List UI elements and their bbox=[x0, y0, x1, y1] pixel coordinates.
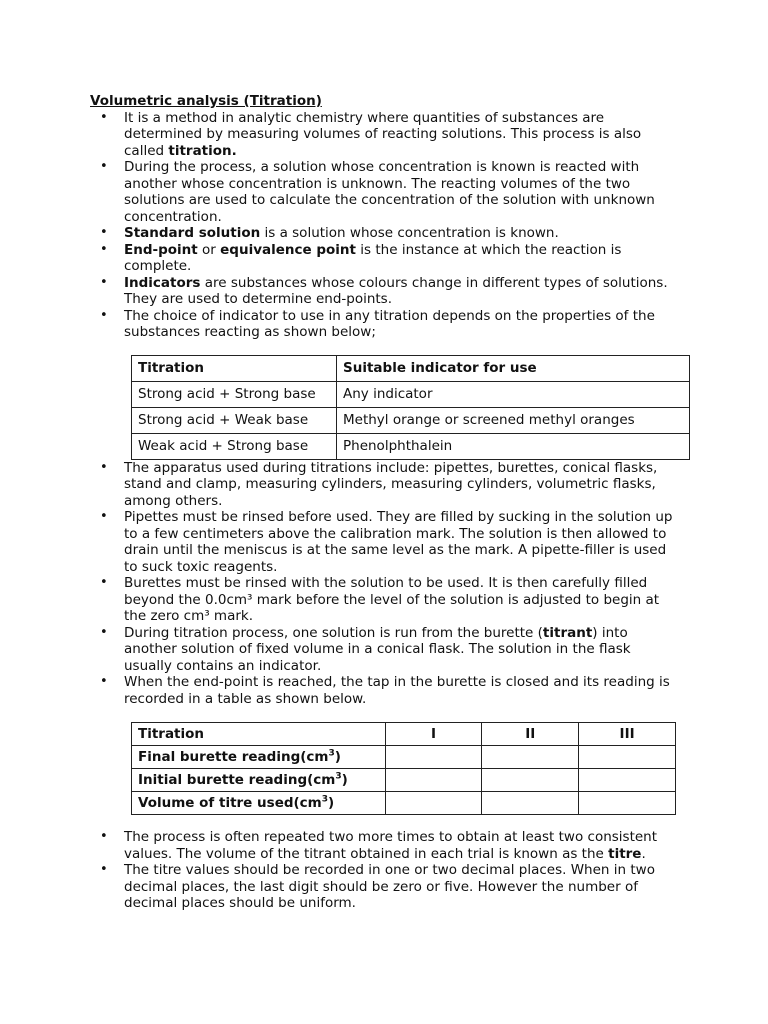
table-cell: Weak acid + Strong base bbox=[132, 433, 337, 459]
table-header: III bbox=[579, 723, 676, 746]
table-cell-empty bbox=[385, 769, 482, 792]
table-cell-empty bbox=[482, 769, 579, 792]
list-item: • The titre values should be recorded in one or two decimal places. When in two decimal places, the last digit should be zero or five. However the number of decimal places should be uniform. bbox=[100, 862, 655, 911]
table-header: I bbox=[385, 723, 482, 746]
row-label: Volume of titre $used(cm^3)$ bbox=[132, 792, 386, 815]
table-header-row bbox=[132, 723, 676, 746]
table-cell: Methyl orange or screened methyl oranges bbox=[337, 407, 690, 433]
table-cell-empty bbox=[579, 792, 676, 815]
list-item: • During titration process, one solution is run from the burette (titrant) into another solution of fixed volume in a conical flask. The solution in the flask usually contains an indicator. bbox=[100, 624, 631, 674]
table-cell: Strong acid + Strong base bbox=[132, 381, 337, 407]
table-cell-empty bbox=[482, 746, 579, 769]
list-item: • End-point or equivalence point is the instance at which the reaction is complete. bbox=[100, 241, 622, 274]
table-row bbox=[132, 746, 676, 769]
page-title: Volumetric analysis (Titration) bbox=[90, 93, 322, 109]
table-row bbox=[132, 792, 676, 815]
list-item: • The choice of indicator to use in any titration depends on the properties of the substances reacting as shown below; bbox=[100, 307, 655, 340]
list-item: • The process is often repeated two more times to obtain at least two consistent values. The volume of the titrant obtained in each trial is known as the titre. bbox=[100, 829, 658, 862]
titration-results-table bbox=[131, 722, 676, 815]
table-row bbox=[132, 381, 690, 407]
list-item: • Indicators are substances whose colours change in different types of solutions. They are used to determine end-points. bbox=[100, 274, 668, 307]
document-page bbox=[90, 93, 680, 912]
list-item: • During the process, a solution whose concentration is known is reacted with another whose concentration is unknown. The reacting volumes of the two solutions are used to calculate the concentration of the solution with unknown concentration. bbox=[100, 159, 655, 225]
table-cell-empty bbox=[482, 792, 579, 815]
table-header: II bbox=[482, 723, 579, 746]
row-label: Initial burette $reading(cm^3)$ bbox=[132, 769, 386, 792]
row-label: Final burette $reading(cm^3)$ bbox=[132, 746, 386, 769]
indicator-table bbox=[131, 355, 690, 460]
list-item: • Burettes must be rinsed with the solution to be used. It is then carefully filled beyond the 0.0cm³ mark before the level of the solution is adjusted to begin at the zero cm³ mark. bbox=[100, 575, 660, 624]
table-row bbox=[132, 769, 676, 792]
table-cell: Phenolphthalein bbox=[337, 433, 690, 459]
bullet-list-apparatus bbox=[90, 460, 680, 708]
table-row bbox=[132, 407, 690, 433]
table-cell-empty bbox=[385, 746, 482, 769]
table-row bbox=[132, 433, 690, 459]
list-item: • Pipettes must be rinsed before used. They are filled by sucking in the solution up to a few centimeters above the calibration mark. The solution is then allowed to drain until the meniscus is at the same level as the mark. A pipette-filler is used to suck toxic reagents. bbox=[100, 509, 673, 575]
list-item: • It is a method in analytic chemistry where quantities of substances are determined by measuring volumes of reacting solutions. This process is also called titration. bbox=[100, 109, 642, 159]
bullet-list-intro bbox=[90, 110, 680, 341]
list-item: • When the end-point is reached, the tap in the burette is closed and its reading is recorded in a table as shown below. bbox=[100, 674, 670, 707]
table-cell: Any indicator bbox=[337, 381, 690, 407]
table-header: Titration bbox=[132, 723, 386, 746]
list-item: • The apparatus used during titrations include: pipettes, burettes, conical flasks, stand and clamp, measuring cylinders, measuring cylinders, volumetric flasks, among others. bbox=[100, 459, 658, 509]
table-cell-empty bbox=[579, 746, 676, 769]
list-item: • Standard solution is a solution whose concentration is known. bbox=[100, 225, 559, 241]
table-header-row bbox=[132, 355, 690, 381]
bullet-list-titre bbox=[90, 829, 680, 912]
table-header: Suitable indicator for use bbox=[337, 355, 690, 381]
table-cell-empty bbox=[385, 792, 482, 815]
table-cell-empty bbox=[579, 769, 676, 792]
table-header: Titration bbox=[132, 355, 337, 381]
table-cell: Strong acid + Weak base bbox=[132, 407, 337, 433]
